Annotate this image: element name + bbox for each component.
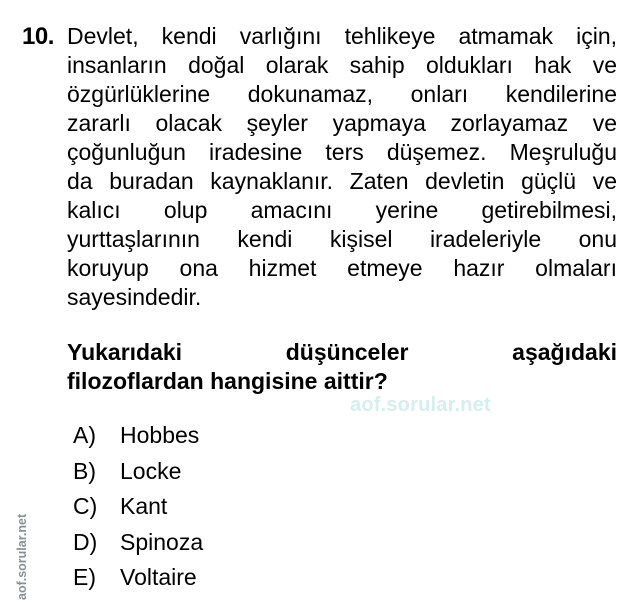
option-b[interactable] [73, 454, 203, 490]
question-stem [67, 338, 617, 396]
passage-line: çoğunluğun iradesine ters düşemez. Meşruluğu [67, 139, 617, 165]
watermark-side: aof.sorular.net [15, 513, 29, 600]
passage-line: özgürlüklerine dokunamaz, onları kendilerine [67, 81, 617, 107]
question-number: 10. [22, 23, 54, 50]
stem-line: filozoflardan hangisine aittir? [67, 368, 388, 394]
passage-line: sayesindedir. [67, 284, 202, 310]
passage-line: da buradan kaynaklanır. Zaten devletin güçlü ve [67, 168, 617, 194]
option-text: Hobbes [120, 422, 200, 448]
option-a[interactable] [73, 418, 203, 454]
option-text: Voltaire [120, 564, 197, 590]
option-letter: E) [73, 564, 96, 590]
passage-line: koruyup ona hizmet etmeye hazır olmaları [67, 255, 617, 281]
stem-line: Yukarıdaki düşünceler aşağıdaki [67, 339, 617, 365]
passage-line: insanların doğal olarak sahip oldukları hak ve [67, 52, 617, 78]
option-text: Locke [120, 457, 182, 484]
passage-line: Devlet, kendi varlığını tehlikeye atmamak için, [67, 23, 617, 49]
option-letter: D) [73, 528, 98, 555]
option-letter: A) [73, 422, 96, 448]
option-letter: B) [73, 457, 96, 484]
answer-options [73, 418, 203, 596]
question-passage [67, 22, 617, 312]
option-c[interactable] [73, 489, 203, 525]
option-text: Spinoza [120, 528, 204, 555]
watermark-center: aof.sorular.net [350, 394, 491, 416]
passage-line: kalıcı olup amacını yerine getirebilmesi, [67, 197, 617, 223]
passage-line: zararlı olacak şeyler yapmaya zorlayamaz ve [67, 110, 617, 136]
option-letter: C) [73, 493, 98, 519]
passage-line: yurttaşlarının kendi kişisel iradeleriyle onu [67, 226, 617, 252]
option-text: Kant [120, 493, 168, 519]
option-d[interactable] [73, 525, 203, 561]
option-e[interactable] [73, 560, 203, 596]
